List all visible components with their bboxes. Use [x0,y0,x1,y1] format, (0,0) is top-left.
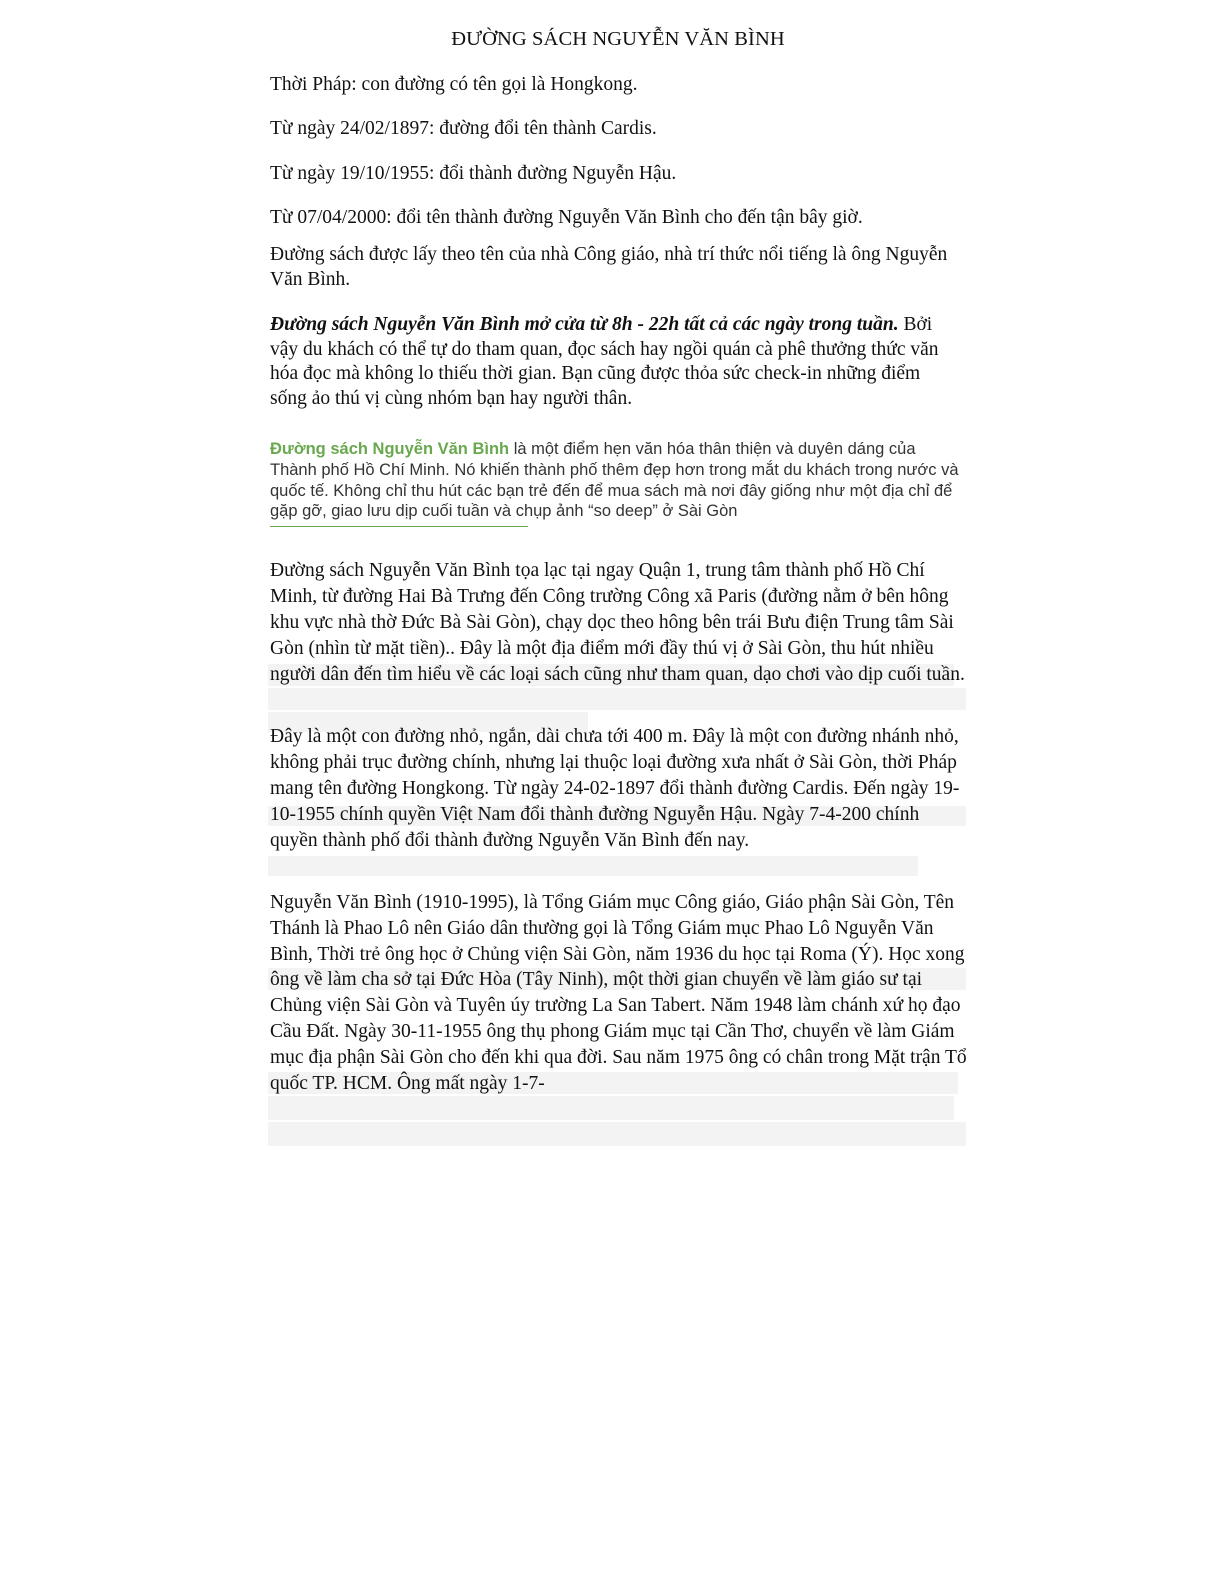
text-shading [268,1096,954,1120]
highlight-paragraph-text: là một điểm hẹn văn hóa thân thiện và duyên dáng của Thành phố Hồ Chí Minh. Nó khiến thành phố thêm đẹp hơn trong mắt du khách trong nước và quốc tế. Không chỉ thu hút các bạn trẻ đến để mua sách mà nơi đây giống như một địa chỉ để gặp gỡ, giao lưu dịp cuối tuần và chụp ảnh “so deep” ở Sài Gòn [270,440,959,521]
text-shading [268,1122,966,1146]
document-title: ĐƯỜNG SÁCH NGUYỄN VĂN BÌNH [451,28,785,50]
timeline-line: Thời Pháp: con đường có tên gọi là Hongkong. [270,74,638,95]
opening-hours-lead: Đường sách Nguyễn Văn Bình mở cửa từ 8h - 22h tất cả các ngày trong tuần. [270,314,899,335]
name-origin-paragraph: Đường sách được lấy theo tên của nhà Công giáo, nhà trí thức nổi tiếng là ông Nguyễn Văn Bình. [270,244,948,290]
highlight-paragraph [270,439,960,522]
timeline-line: Từ ngày 19/10/1955: đổi thành đường Nguyễn Hậu. [270,163,677,184]
book-street-link[interactable]: Đường sách Nguyễn Văn Bình [270,440,510,458]
link-underline [270,526,528,527]
location-paragraph: Đường sách Nguyễn Văn Bình tọa lạc tại ngay Quận 1, trung tâm thành phố Hồ Chí Minh, từ đường Hai Bà Trưng đến Công trường Công xã Paris (đường nằm ở bên hông khu vực nhà thờ Đức Bà Sài Gòn), chạy dọc theo hông bên trái Bưu điện Trung tâm Sài Gòn (nhìn từ mặt tiền).. Đây là một địa điểm mới đầy thú vị ở Sài Gòn, thu hút nhiều người dân đến tìm hiểu về các loại sách cũng như tham quan, dạo chơi vào dịp cuối tuần. [270,560,965,685]
biography-paragraph: Nguyễn Văn Bình (1910-1995), là Tổng Giám mục Công giáo, Giáo phận Sài Gòn, Tên Thánh là Phao Lô nên Giáo dân thường gọi là Tổng Giám mục Phao Lô Nguyễn Văn Bình, Thời trẻ ông học ở Chủng viện Sài Gòn, năm 1936 du học tại Roma (Ý). Học xong ông về làm cha sở tại Đức Hòa (Tây Ninh), một thời gian chuyển về làm giáo sư tại Chủng viện Sài Gòn và Tuyên úy trường La San Tabert. Năm 1948 làm chánh xứ họ đạo Cầu Đất. Ngày 30-11-1955 ông thụ phong Giám mục tại Cần Thơ, chuyển về làm Giám mục địa phận Sài Gòn cho đến khi qua đời. Sau năm 1975 ông có chân trong Mặt trận Tổ quốc TP. HCM. Ông mất ngày 1-7- [270,892,967,1094]
text-shading [268,688,966,710]
timeline-line: Từ ngày 24/02/1897: đường đổi tên thành Cardis. [270,118,657,139]
history-paragraph: Đây là một con đường nhỏ, ngắn, dài chưa tới 400 m. Đây là một con đường nhánh nhỏ, không phải trục đường chính, nhưng lại thuộc loại đường xưa nhất ở Sài Gòn, thời Pháp mang tên đường Hongkong. Từ ngày 24-02-1897 đổi thành đường Cardis. Đến ngày 19-10-1955 chính quyền Việt Nam đổi thành đường Nguyễn Hậu. Ngày 7-4-200 chính quyền thành phố đổi thành đường Nguyễn Văn Bình đến nay. [270,726,960,851]
timeline-line: Từ 07/04/2000: đổi tên thành đường Nguyễn Văn Bình cho đến tận bây giờ. [270,207,863,228]
text-shading [268,856,918,876]
opening-hours-paragraph [270,313,950,411]
opening-hours-text: Bởi vậy du khách có thể tự do tham quan, đọc sách hay ngồi quán cà phê thưởng thức văn hóa đọc mà không lo thiếu thời gian. Bạn cũng được thỏa sức check-in những điểm sống ảo thú vị cùng nhóm bạn hay người thân. [270,314,939,409]
